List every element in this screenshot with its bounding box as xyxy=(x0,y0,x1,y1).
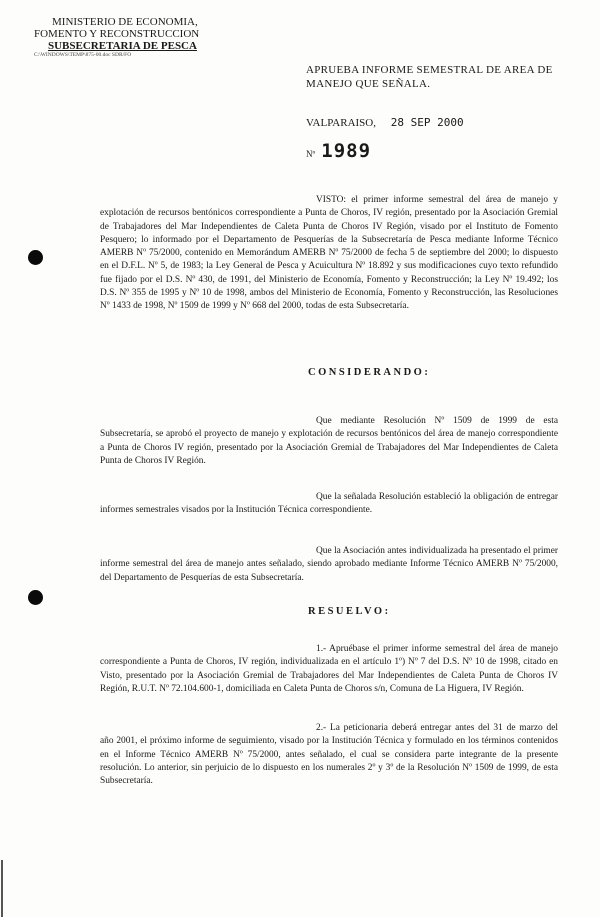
letterhead-ministry-cont: FOMENTO Y RECONSTRUCCION xyxy=(34,28,200,40)
ministry-letterhead xyxy=(34,16,199,59)
number-value: 1989 xyxy=(321,140,372,162)
date-stamp: 28 SEP 2000 xyxy=(390,116,464,129)
letterhead-subsecretaria: SUBSECRETARIA DE PESCA xyxy=(48,40,197,52)
document-subject: APRUEBA INFORME SEMESTRAL DE AREA DE MANEJO QUE SEÑALA. xyxy=(306,64,553,90)
place-date-line xyxy=(306,116,464,129)
considerando-paragraph-2: Que la señalada Resolución estableció la obligación de entregar informes semestrales visados por la Institución Técnica correspondiente. xyxy=(100,492,558,516)
letterhead-file-path: C:\WINDOWS\TEMP\875-00.doc SDR/FO xyxy=(34,52,132,58)
visto-paragraph: VISTO: el primer informe semestral del área de manejo y explotación de recursos bentónicos correspondiente a Punta de Choros, IV región, presentado por la Asociación Gremial de Trabajadores del Mar Independientes de Caleta Punta de Choros IV Región, visado por el Instituto de Fomento Pesquero; lo informado por el Departamento de Pesquerías de la Subsecretaría de Pesca mediante Informe Técnico AMERB Nº 75/2000, contenido en Memorándum AMERB Nº 75/2000 de fecha 5 de septiembre del 2000; lo dispuesto en el D.F.L. Nº 5, de 1983; la Ley General de Pesca y Acuicultura Nº 18.892 y sus modificaciones cuyo texto refundido fue fijado por el D.S. Nº 430, de 1991, del Ministerio de Economía, Fomento y Reconstrucción; la Ley Nº 19.492; los D.S. Nº 355 de 1995 y Nº 10 de 1998, ambos del Ministerio de Economía, Fomento y Reconstrucción, las Resoluciones Nº 1433 de 1998, Nº 1509 de 1999 y Nº 668 del 2000, todas de esta Subsecretaría. xyxy=(100,195,558,312)
scan-edge-mark xyxy=(1,860,3,917)
number-prefix: Nº xyxy=(306,149,316,159)
considerando-paragraph-1: Que mediante Resolución Nº 1509 de 1999 de esta Subsecretaría, se aprobó el proyecto de manejo y explotación de recursos bentónicos del área de manejo correspondiente a Punta de Choros IV región, presentado por la Asociación Gremial de Trabajadores del Mar Independientes de Caleta Punta de Choros IV Región. xyxy=(100,416,558,466)
place-label: VALPARAISO, xyxy=(306,117,376,129)
considerando-paragraph-3: Que la Asociación antes individualizada ha presentado el primer informe semestral del área de manejo antes señalado, siendo aprobado mediante Informe Técnico AMERB Nº 75/2000, del Departamento de Pesquerías de esta Subsecretaría. xyxy=(100,546,558,583)
letterhead-ministry: MINISTERIO DE ECONOMIA, xyxy=(52,16,198,28)
resuelvo-article-1: 1.- Apruébase el primer informe semestral del área de manejo correspondiente a Punta de Choros, IV región, individualizada en el artículo 1º) Nº 7 del D.S. Nº 10 de 1998, citado en Visto, presentado por la Asociación Gremial de Trabajadores del Mar Independientes de Caleta Punta de Choros IV Región, R.U.T. Nº 72.104.600-1, domiciliada en Caleta Punta de Choros s/n, Comuna de La Higuera, IV Región. xyxy=(100,644,558,694)
considerando-heading: CONSIDERANDO: xyxy=(308,367,431,378)
punch-hole-top xyxy=(28,250,43,265)
resuelvo-heading: RESUELVO: xyxy=(308,606,391,617)
punch-hole-bottom xyxy=(28,590,43,605)
resolution-number xyxy=(306,140,371,162)
resuelvo-article-2: 2.- La peticionaria deberá entregar antes del 31 de marzo del año 2001, el próximo informe de seguimiento, visado por la Institución Técnica y formulado en los términos contenidos en el Informe Técnico AMERB Nº 75/2000, antes señalado, el cual se considera parte integrante de la presente resolución. Lo anterior, sin perjuicio de lo dispuesto en los numerales 2º y 3º de la Resolución Nº 1509 de 1999, de esta Subsecretaría. xyxy=(100,723,558,787)
